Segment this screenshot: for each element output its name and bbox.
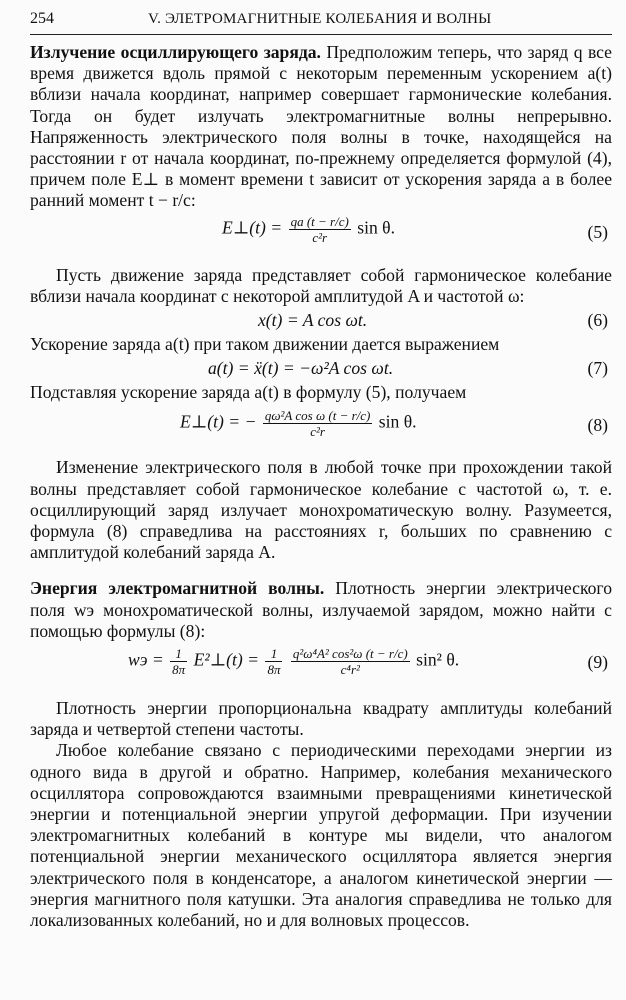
eq5-label: (5) [587, 221, 608, 242]
eq9-f1-numerator: 1 [170, 646, 187, 662]
running-title: V. ЭЛЕТРОМАГНИТНЫЕ КОЛЕБАНИЯ И ВОЛНЫ [148, 11, 492, 27]
page-body [30, 42, 612, 931]
eq5-lhs: E⊥(t) = [222, 217, 283, 238]
eq9-f3-denominator: c⁴r² [340, 662, 360, 678]
eq9-lhs: wэ = [128, 649, 164, 670]
eq5-tail: sin θ. [357, 217, 395, 238]
paragraph-substitute: Подставляя ускорение заряда a(t) в формулу (5), получаем [30, 382, 467, 403]
eq9-label: (9) [587, 652, 608, 673]
equation-8 [30, 403, 612, 447]
running-header [30, 8, 612, 35]
eq9-fraction-1 [170, 646, 187, 677]
eq8-fraction [263, 408, 373, 439]
eq7-expr: a(t) = ẍ(t) = −ω²A cos ωt. [208, 358, 394, 379]
eq8-lhs: E⊥(t) = − [180, 411, 257, 432]
eq5-denominator: c²r [312, 229, 328, 245]
eq6-label: (6) [587, 310, 608, 331]
eq6-expr: x(t) = A cos ωt. [258, 310, 368, 331]
eq9-fraction-2 [265, 646, 282, 677]
section-text: Предположим теперь, что заряд q все время движется вдоль прямой с некоторым переменным ускорением a(t) вблизи начала координат, например совершает гармонические колебания. Тогда он будет излучать электромагнитные волны непрерывно. Напряженность электрического поля волны в точке, находящейся на расстоянии r от начала координат, по-прежнему определяется формулой (4), причем поле E⊥ в момент времени t зависит от ускорения заряда a в более ранний момент t − r/c: [30, 42, 612, 211]
section-heading: Излучение осциллирующего заряда. [30, 42, 321, 62]
eq5-numerator: qa (t − r/c) [290, 213, 349, 229]
paragraph-harmonic: Пусть движение заряда представляет собой гармоническое колебание вблизи начала координат с некоторой амплитудой A и частотой ω: [30, 264, 612, 306]
paragraph-energy-transfer: Любое колебание связано с периодическими переходами энергии из одного вида в другой и обратно. Например, колебания механического осциллятора сопровождаются взаимными превращениями кинетической энергии и потенциальной энергии упругой деформации. При изучении электромагнитных колебаний в контуре мы видели, что аналогом потенциальной энергии механического осциллятора является энергия электрического поля в конденсаторе, а аналогом кинетической энергии — энергия магнитного поля катушки. Эта аналогия справедлива не только для локализованных колебаний, но и для волновых процессов. [30, 740, 612, 931]
page-number: 254 [30, 10, 54, 27]
equation-6 [30, 307, 612, 334]
section-heading: Энергия электромагнитной волны. [30, 578, 325, 599]
eq9-f1-denominator: 8π [172, 662, 186, 678]
paragraph-energy-density: Плотность энергии пропорциональна квадрату амплитуды колебаний заряда и четвертой степени частоты. [30, 698, 612, 740]
eq9-f2-numerator: 1 [265, 646, 282, 662]
equation-9 [30, 642, 612, 688]
eq9-mid: E²⊥(t) = [193, 649, 260, 670]
eq8-label: (8) [587, 415, 608, 436]
section-oscillating-charge [30, 42, 612, 212]
section-wave-energy [30, 578, 612, 642]
eq9-fraction-3 [291, 646, 410, 677]
eq8-numerator: qω²A cos ω (t − r/c) [264, 408, 371, 424]
equation-7 [30, 355, 612, 382]
eq7-label: (7) [587, 358, 608, 379]
paragraph-acceleration: Ускорение заряда a(t) при таком движении дается выражением [30, 334, 500, 355]
section-text: Плотность энергии электрического поля wэ монохроматической волны, излучаемой зарядом, можно найти с помощью формулы (8): [30, 578, 612, 641]
eq8-denominator: c²r [310, 424, 325, 440]
eq8-tail: sin θ. [378, 411, 417, 432]
eq9-tail: sin² θ. [416, 649, 460, 670]
eq9-f3-numerator: q²ω⁴A² cos²ω (t − r/c) [292, 646, 408, 662]
equation-5 [30, 212, 612, 252]
paragraph-monochromatic: Изменение электрического поля в любой точке при прохождении такой волны представляет собой гармоническое колебание с частотой ω, т. е. осциллирующий заряд излучает монохроматическую волну. Разумеется, формула (8) справедлива на расстояниях r, больших по сравнению с амплитудой колебаний заряда A. [30, 457, 612, 563]
eq9-f2-denominator: 8π [267, 662, 281, 678]
eq5-fraction [289, 214, 351, 245]
